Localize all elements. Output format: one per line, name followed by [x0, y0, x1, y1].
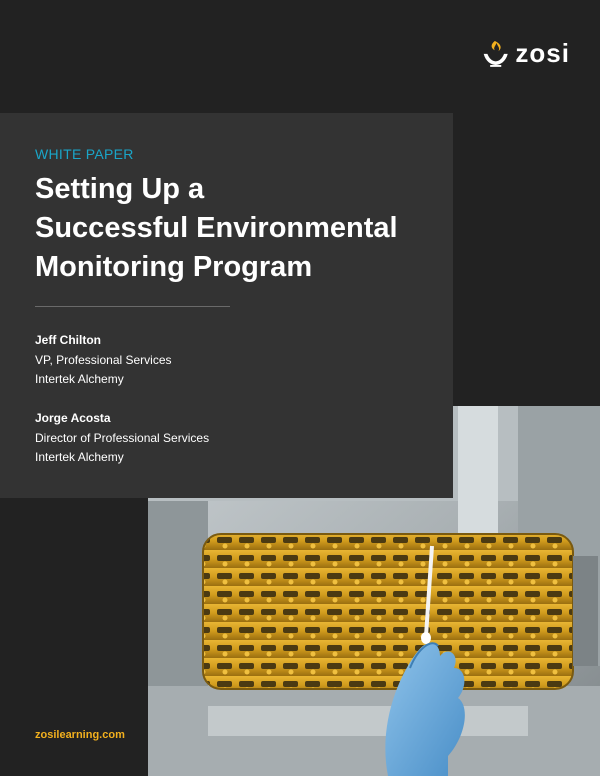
zosi-logo [480, 36, 570, 70]
document-title [35, 170, 445, 287]
author-role: Director of Professional Services [35, 430, 210, 445]
flame-bowl-icon [480, 36, 511, 70]
title-divider [35, 306, 230, 307]
author-name: Jeff Chilton [35, 333, 101, 347]
author-name: Jorge Acosta [35, 411, 111, 425]
document-type-label: WHITE PAPER [35, 146, 134, 162]
website-link[interactable]: zosilearning.com [35, 729, 125, 741]
author-organization: Intertek Alchemy [35, 450, 124, 464]
logo-wordmark: zosi [515, 38, 570, 68]
author-block [35, 331, 172, 390]
title-line: Monitoring Program [35, 251, 313, 283]
title-line: Setting Up a [35, 173, 205, 205]
title-line: Successful Environmental [35, 212, 398, 244]
author-role: VP, Professional Services [35, 352, 172, 367]
author-organization: Intertek Alchemy [35, 372, 124, 386]
author-block [35, 409, 209, 468]
